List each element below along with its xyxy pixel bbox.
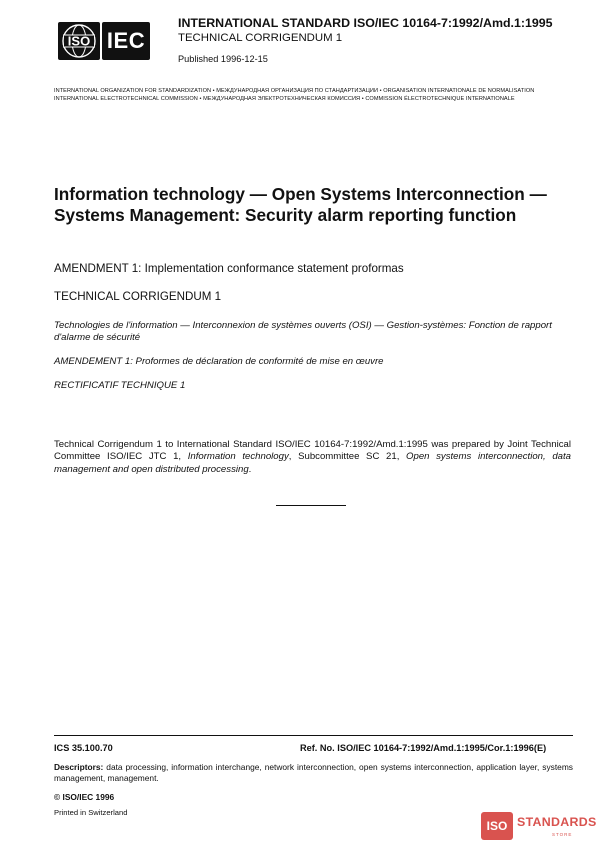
descriptors [54,762,573,784]
watermark-badge: ISO [481,812,513,840]
copyright: © ISO/IEC 1996 [54,792,115,802]
document-title: Information technology — Open Systems Interconnection — Systems Management: Security alarm reporting function [54,184,547,225]
watermark-text: STANDARDS [517,815,597,829]
body-paragraph [54,439,571,476]
body-text-committee: Information technology [187,451,289,463]
body-text-2: , Subcommittee SC 21, [288,451,407,463]
body-text-subcommittee: Open systems interconnection, data management and open distributed processing [54,451,571,475]
organizations-line-2: INTERNATIONAL ELECTROTECHNICAL COMMISSION • МЕЖДУНАРОДНАЯ ЭЛЕКТРОТЕХНИЧЕСКАЯ КОМИССИЯ • COMMISSION ÉLECTROTECHNIQUE INTERNATIONALE [54,96,515,102]
french-corrigendum: RECTIFICATIF TECHNIQUE 1 [54,380,186,391]
ics-code: ICS 35.100.70 [54,743,113,753]
reference-number: Ref. No. ISO/IEC 10164-7:1992/Amd.1:1995/Cor.1:1996(E) [300,743,547,753]
body-text-3: . [248,463,252,475]
iso-globe-icon [58,22,100,60]
body-text-1: Technical Corrigendum 1 to International Standard ISO/IEC 10164-7:1992/Amd.1:1995 was prepared by Joint Technical Committee ISO/IEC JTC 1, [54,439,571,463]
descriptors-text: data processing, information interchange, network interconnection, open systems interconnection, application layer, systems management, management. [54,762,573,783]
printed-in: Printed in Switzerland [54,808,128,817]
section-divider [276,505,346,506]
amendment-title: AMENDMENT 1: Implementation conformance statement proformas [54,262,404,275]
corrigendum-title: TECHNICAL CORRIGENDUM 1 [54,290,222,303]
descriptors-label: Descriptors: [54,762,104,772]
standard-title: INTERNATIONAL STANDARD ISO/IEC 10164-7:1992/Amd.1:1995 [178,16,553,30]
iso-logo [58,22,100,60]
footer-rule [54,735,573,736]
iso-logo-text: ISO [67,33,91,49]
watermark-store: STORE [552,832,573,837]
iec-logo: IEC [102,22,150,60]
french-title: Technologies de l'information — Interconnexion de systèmes ouverts (OSI) — Gestion-systèmes: Fonction de rapport d'alarme de sécurité [54,320,552,344]
french-amendment: AMENDEMENT 1: Proformes de déclaration de conformité de mise en œuvre [54,356,384,367]
published-date: Published 1996-12-15 [178,54,268,64]
organizations-line-1: INTERNATIONAL ORGANIZATION FOR STANDARDIZATION • МЕЖДУНАРОДНАЯ ОРГАНИЗАЦИЯ ПО СТАНДАРТИЗАЦИИ • ORGANISATION INTERNATIONALE DE NORMALISATION [54,88,535,94]
corrigendum-subtitle: TECHNICAL CORRIGENDUM 1 [178,32,343,44]
